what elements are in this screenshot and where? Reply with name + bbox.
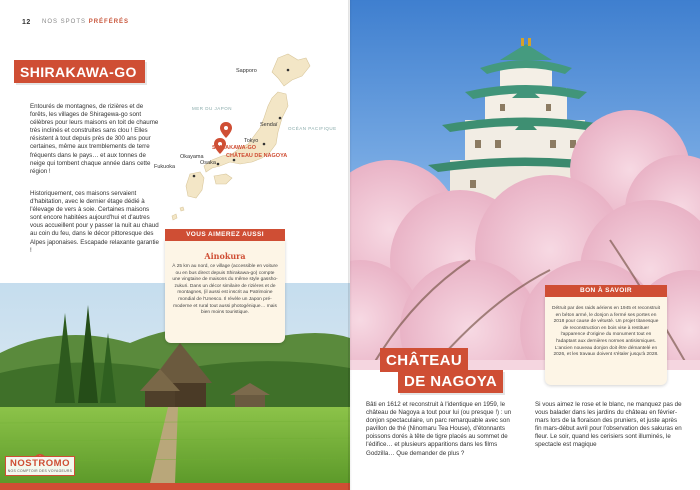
- logo-tagline: NOS COMPTOIR DES VOYAGEURS: [7, 469, 73, 473]
- section-prefix: NOS SPOTS: [42, 19, 89, 25]
- chateau-paragraph-2: Si vous aimez le rose et le blanc, ne manquez pas de vous balader dans les jardins du château en février-mars lors de la floraison des pruniers, et juste après fin mars-début avril pour l'observation des sakuras en fleur. Le soir, quand les cerisiers sont illuminés, le spectacle est magique: [535, 401, 682, 449]
- map-highlight-shirakawa: SHIRAKAWA-GO: [212, 145, 256, 151]
- page-gutter: [348, 0, 352, 490]
- map-city-fukuoka: Fukuoka: [154, 164, 176, 170]
- japan-map-shape: [160, 48, 340, 226]
- map-city-okayama: Okayama: [180, 154, 204, 160]
- bon-a-savoir-banner: BON À SAVOIR: [545, 285, 667, 297]
- aimez-title: Ainokura: [204, 251, 246, 261]
- map-sea-east: OCÉAN PACIFIQUE: [288, 126, 337, 131]
- bon-a-savoir-box: [545, 295, 667, 385]
- section-emphasis: PRÉFÉRÉS: [88, 19, 130, 25]
- shirakawa-title: SHIRAKAWA-GO: [14, 60, 145, 83]
- chateau-title-line1: CHÂTEAU: [380, 348, 468, 372]
- map-pin-icon: [220, 122, 232, 138]
- aimez-text: À 25 km au nord, ce village (accessible en voiture ou en bus direct depuis Shirakawa-go) compte une vingtaine de maisons du même style gassho-zukuri. Dans un décor similaire de rizières et de montagnes, (il aussi est inscrit au Patrimoine mondial de l'Unesco. Il révèle un Japon pré-moderne et rural tout aussi photogénique… mais bien moins touristique.: [172, 264, 278, 316]
- savoir-text: Détruit par des raids aériens en 1945 et reconstruit en béton armé, le donjon a fermé ses portes en 2018 pour cause de vétusté. Un projet titanesque de reconstruction en bois vise à restituer l'apparence d'origine du monument tout en l'adaptant aux dernières normes antisismiques. L'ancien nouveau donjon doit être démantelé en 2026, et les travaux doivent s'étaler jusqu'à 2028.: [552, 306, 660, 358]
- map-city-sendai: Sendaï: [260, 122, 278, 128]
- shirakawa-paragraph-1: Entourés de montagnes, de rizières et de forêts, les villages de Shiragewa-go sont célèbres pour leurs maisons en toit de chaume très inclinés et construites sans clou ! Elles résistent à tout depuis près de 300 ans pour certaines, même aux tremblements de terre fréquents dans le pays… et aux tonnes de neige qui tombent chaque année dans cette région !: [30, 103, 159, 175]
- chateau-title-line2: DE NAGOYA: [398, 370, 503, 393]
- chateau-paragraph-1: Bâti en 1612 et reconstruit à l'identique en 1959, le château de Nagoya a tout pour lui (ou presque !) : un donjon spectaculaire, un parc remarquable avec son pavillon de thé (Ninomaru Tea House), d'étonnants poissons dorés à tête de tigre placés au sommet de l'édifice… et plusieurs apparitions dans les films Godzilla… Que demander de plus ?: [366, 401, 512, 457]
- logo-name: NOSTROMO: [10, 458, 70, 469]
- bottom-accent-bar: [0, 483, 350, 490]
- map-city-sapporo: Sapporo: [236, 68, 257, 74]
- section-label: [42, 19, 129, 25]
- vous-aimerez-aussi-box: [165, 239, 285, 343]
- map-sea-west: MER DU JAPON: [192, 106, 233, 111]
- shirakawa-paragraph-2: Historiquement, ces maisons servaient d'habitation, avec le dernier étage dédié à l'élevage de vers à soie. Certaines maisons sont encore habitées aujourd'hui et d'autres vous accueillent pour y passer la nuit au chaud au coin du feu, dans le décor pittoresque des Alpes japonaises. Escapade relaxante garantie !: [30, 190, 159, 254]
- map-city-tokyo: Tokyo: [244, 138, 259, 144]
- vous-aimerez-aussi-banner: VOUS AIMEREZ AUSSI: [165, 229, 285, 241]
- map-city-osaka: Osaka: [200, 160, 216, 166]
- japan-map: [154, 48, 340, 226]
- nostromo-logo: [5, 448, 75, 476]
- map-highlight-nagoya: CHÂTEAU DE NAGOYA: [226, 153, 288, 159]
- page-number: 12: [22, 19, 31, 26]
